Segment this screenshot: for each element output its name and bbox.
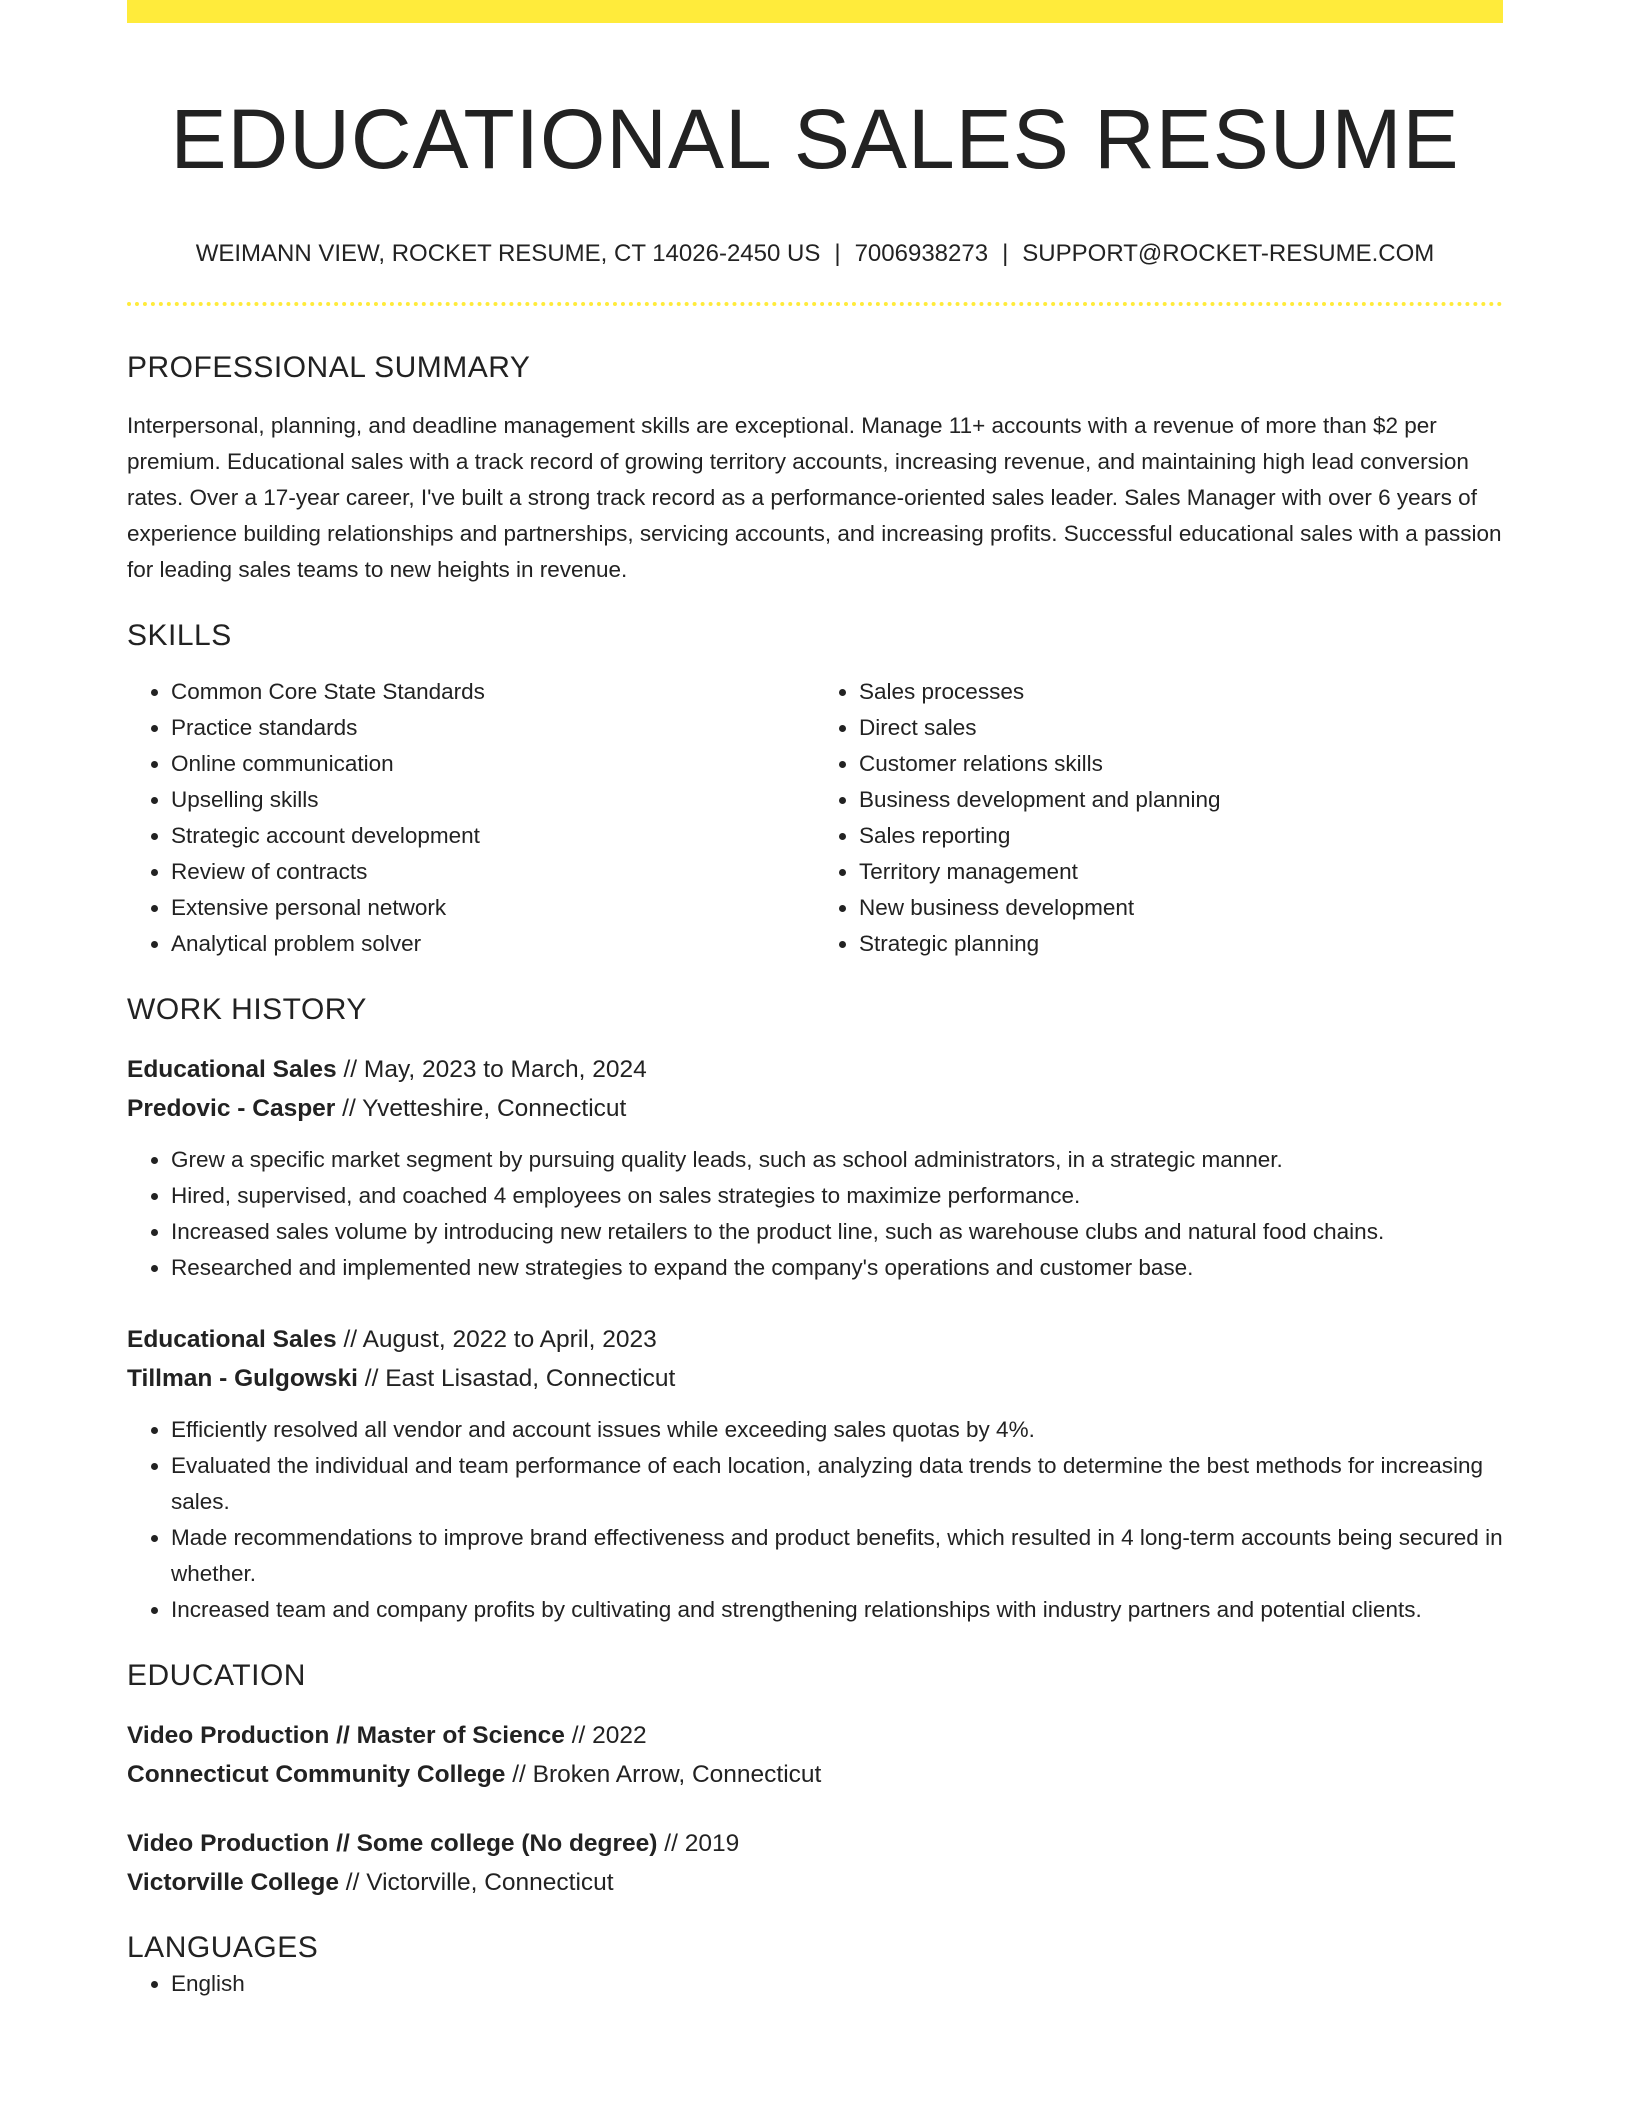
school-line: [127, 1863, 1503, 1902]
skill-item: • Territory management: [859, 854, 1503, 890]
skill-item: • Analytical problem solver: [171, 926, 815, 962]
skill-item: • Review of contracts: [171, 854, 815, 890]
school: Victorville College: [127, 1869, 339, 1896]
job-dates: // August, 2022 to April, 2023: [336, 1326, 657, 1353]
school: Connecticut Community College: [127, 1761, 506, 1788]
job-bullet: • Made recommendations to improve brand effectiveness and product benefits, which resulted in 4 long-term accounts being secured in whether.: [171, 1520, 1503, 1592]
degree: Video Production // Some college (No degree): [127, 1830, 658, 1857]
job-location: // Yvetteshire, Connecticut: [335, 1095, 627, 1122]
job-company: Tillman - Gulgowski: [127, 1365, 358, 1392]
job-bullets: [127, 1142, 1503, 1286]
skills-right-column: [815, 674, 1503, 962]
top-accent-bar: [127, 0, 1503, 23]
job-company: Predovic - Casper: [127, 1095, 336, 1122]
work-history-heading: WORK HISTORY: [127, 993, 367, 1026]
skills-heading: SKILLS: [127, 619, 232, 652]
skill-item: • Extensive personal network: [171, 890, 815, 926]
job-bullet: • Hired, supervised, and coached 4 employees on sales strategies to maximize performance.: [171, 1178, 1503, 1214]
job-entry: [127, 1050, 1503, 1286]
degree-year: // 2019: [657, 1830, 740, 1857]
degree-year: // 2022: [564, 1722, 647, 1749]
school-line: [127, 1755, 1503, 1794]
school-location: // Broken Arrow, Connecticut: [505, 1761, 822, 1788]
skill-item: • Sales reporting: [859, 818, 1503, 854]
contact-phone: 7006938273: [854, 240, 989, 267]
job-bullet: • Increased team and company profits by cultivating and strengthening relationships with industry partners and potential clients.: [171, 1592, 1503, 1628]
education-heading: EDUCATION: [127, 1659, 306, 1692]
job-bullet: • Efficiently resolved all vendor and account issues while exceeding sales quotas by 4%.: [171, 1412, 1503, 1448]
contact-email: SUPPORT@ROCKET-RESUME.COM: [1022, 240, 1435, 267]
skills-list: [127, 674, 1503, 962]
summary-text: Interpersonal, planning, and deadline management skills are exceptional. Manage 11+ accounts with a revenue of more than $2 per premium. Educational sales with a track record of growing territory accounts, increasing revenue, and maintaining high lead conversion rates. Over a 17-year career, I've built a strong track record as a performance-oriented sales leader. Sales Manager with over 6 years of experience building relationships and partnerships, servicing accounts, and increasing profits. Successful educational sales with a passion for leading sales teams to new heights in revenue.: [127, 413, 1502, 582]
job-role: Educational Sales: [127, 1056, 337, 1083]
job-bullet: • Evaluated the individual and team performance of each location, analyzing data trends to determine the best methods for increasing sales.: [171, 1448, 1503, 1520]
contact-line: [127, 239, 1503, 269]
job-bullet: • Researched and implemented new strategies to expand the company's operations and customer base.: [171, 1250, 1503, 1286]
skill-item: • New business development: [859, 890, 1503, 926]
job-bullet: • Grew a specific market segment by pursuing quality leads, such as school administrators, in a strategic manner.: [171, 1142, 1503, 1178]
skill-item: • Practice standards: [171, 710, 815, 746]
job-company-line: [127, 1359, 1503, 1398]
summary-heading: PROFESSIONAL SUMMARY: [127, 351, 531, 384]
skill-item: • Business development and planning: [859, 782, 1503, 818]
contact-separator: |: [834, 240, 841, 267]
language-item: • English: [171, 1966, 1503, 2002]
job-role-line: [127, 1320, 1503, 1359]
skill-item: • Strategic planning: [859, 926, 1503, 962]
dotted-divider: [127, 302, 1503, 306]
job-company-line: [127, 1089, 1503, 1128]
job-location: // East Lisastad, Connecticut: [357, 1365, 676, 1392]
contact-separator: |: [1002, 240, 1009, 267]
job-bullets: [127, 1412, 1503, 1628]
skill-item: • Strategic account development: [171, 818, 815, 854]
degree-line: [127, 1824, 1503, 1863]
skill-item: • Common Core State Standards: [171, 674, 815, 710]
skill-item: • Direct sales: [859, 710, 1503, 746]
degree-line: [127, 1716, 1503, 1755]
degree: Video Production // Master of Science: [127, 1722, 565, 1749]
resume-page: [127, 0, 1503, 2002]
school-location: // Victorville, Connecticut: [338, 1869, 614, 1896]
job-bullet: • Increased sales volume by introducing new retailers to the product line, such as warehouse clubs and natural food chains.: [171, 1214, 1503, 1250]
skill-item: • Sales processes: [859, 674, 1503, 710]
languages-heading: LANGUAGES: [127, 1931, 319, 1964]
skill-item: • Customer relations skills: [859, 746, 1503, 782]
job-dates: // May, 2023 to March, 2024: [336, 1056, 647, 1083]
education-entry: [127, 1824, 1503, 1902]
skill-item: • Online communication: [171, 746, 815, 782]
resume-title: EDUCATIONAL SALES RESUME: [170, 92, 1460, 186]
job-role: Educational Sales: [127, 1326, 337, 1353]
skills-left-column: [127, 674, 815, 962]
job-role-line: [127, 1050, 1503, 1089]
contact-address: WEIMANN VIEW, ROCKET RESUME, CT 14026-2450 US: [195, 240, 821, 267]
skill-item: • Upselling skills: [171, 782, 815, 818]
education-entry: [127, 1716, 1503, 1794]
languages-list: [127, 1966, 1503, 2002]
job-entry: [127, 1320, 1503, 1628]
